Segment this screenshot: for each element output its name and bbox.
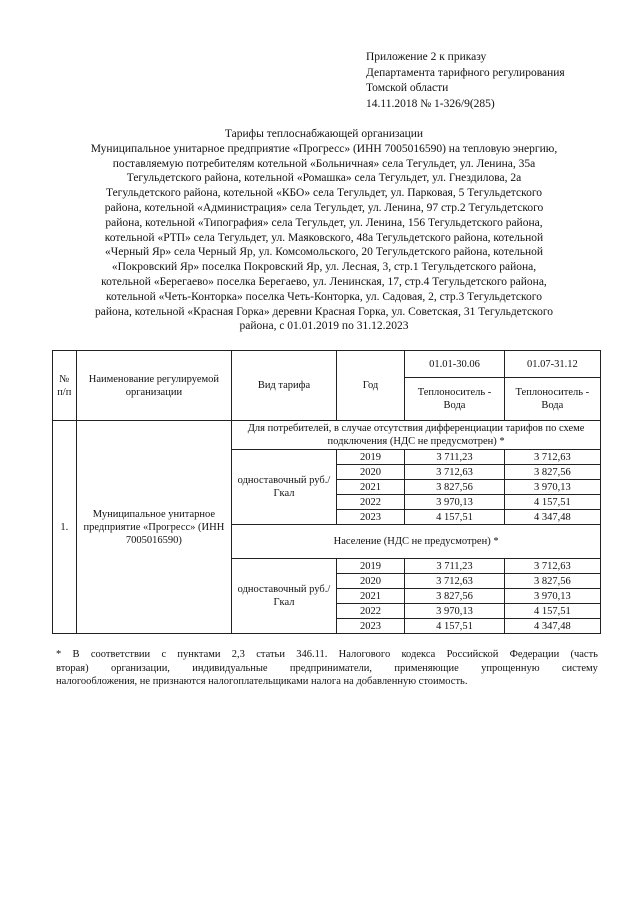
year-cell: 2022 (336, 495, 405, 510)
heading-line: «Черный Яр» села Черный Яр, ул. Комсомольского, 20 Тегульдетского района, котельной (104, 246, 544, 259)
value-cell: 3 827,56 (504, 465, 600, 480)
footnote-line (56, 662, 598, 676)
heading-line: района, котельной «Красная Горка» деревни Красная Горка, ул. Советская, 31 Тегульдетского (95, 305, 553, 318)
heading-line: котельной «Четь-Конторка» поселка Четь-Конторка, ул. Садовая, 2, стр.3 Тегульдетского (106, 290, 542, 303)
footnote (56, 648, 598, 689)
footnote-word: 2,3 (231, 649, 245, 660)
footnote-word: систему (561, 662, 598, 674)
value-cell: 3 711,23 (405, 559, 504, 574)
footnote-word: соответствии (90, 649, 151, 660)
heading-line: района, котельной «Администрация» села Тегульдет, ул. Ленина, 97 стр.2 Тегульдетского (104, 201, 544, 214)
heading-line: поставляемую потребителям котельной «Больничная» села Тегульдет, ул. Ленина, 35а (112, 157, 536, 170)
year-cell: 2019 (336, 450, 405, 465)
value-cell: 3 711,23 (405, 450, 504, 465)
year-cell: 2020 (336, 465, 405, 480)
footnote-word: В (72, 649, 80, 660)
footnote-word: Федерации (509, 649, 560, 660)
value-cell: 4 157,51 (504, 604, 600, 619)
appendix-line: Томской области (366, 82, 449, 94)
footnote-word: кодекса (401, 649, 436, 660)
value-cell: 4 347,48 (504, 619, 600, 634)
year-cell: 2021 (336, 589, 405, 604)
heading-line: района, котельной «Типография» села Тегульдет, ул. Ленина, 156 Тегульдетского района, (105, 216, 543, 229)
value-cell: 3 827,56 (504, 574, 600, 589)
value-cell: 3 712,63 (405, 574, 504, 589)
value-cell: 3 970,13 (504, 480, 600, 495)
heading-line: Тегульдетского района, котельной «Ромашка» села Тегульдет, ул. Гнездилова, 2а (126, 172, 522, 185)
year-cell: 2023 (336, 510, 405, 525)
appendix-block (366, 50, 565, 112)
row-number: 1. (53, 421, 77, 634)
year-cell: 2023 (336, 619, 405, 634)
header-organization: Наименование регулируемой организации (76, 351, 232, 421)
header-number: № п/п (53, 351, 77, 421)
value-cell: 3 712,63 (405, 465, 504, 480)
value-cell: 3 712,63 (504, 450, 600, 465)
header-period-1: 01.01-30.06 (405, 351, 504, 378)
footnote-line: налогообложения, не признаются налогоплательщиками налога на добавленную стоимость. (56, 676, 468, 687)
value-cell: 4 157,51 (405, 510, 504, 525)
footnote-word: организации, (110, 662, 170, 674)
heading-line: района, с 01.01.2019 по 31.12.2023 (239, 320, 409, 333)
footnote-word: (часть (570, 649, 598, 660)
tariff-kind: одноставочный руб./Гкал (232, 450, 336, 525)
table-header-row (53, 351, 601, 378)
header-carrier-1: Теплоноситель - Вода (405, 378, 504, 421)
value-cell: 4 157,51 (405, 619, 504, 634)
footnote-word: 346.11. (296, 649, 328, 660)
value-cell: 4 347,48 (504, 510, 600, 525)
group-title-row (53, 421, 601, 450)
document-heading (50, 127, 598, 334)
value-cell: 3 970,13 (504, 589, 600, 604)
header-year: Год (336, 351, 405, 421)
heading-line: Муниципальное унитарное предприятие «Прогресс» (ИНН 7005016590) на тепловую энергию, (90, 142, 558, 155)
group-title: Население (НДС не предусмотрен) * (232, 525, 601, 559)
footnote-word: статьи (256, 649, 285, 660)
tariff-table (52, 350, 601, 634)
organization-name: Муниципальное унитарное предприятие «Прогресс» (ИНН 7005016590) (76, 421, 232, 634)
heading-line: котельной «Берегаево» поселка Берегаево, ул. Ленинская, 17, стр.4 Тегульдетского района, (101, 275, 547, 288)
group-title: Для потребителей, в случае отсутствия дифференциации тарифов по схеме подключения (НДС не предусмотрен) * (232, 421, 601, 450)
value-cell: 3 970,13 (405, 495, 504, 510)
appendix-line: Приложение 2 к приказу (366, 51, 487, 63)
footnote-word: * (56, 649, 62, 660)
header-carrier-2: Теплоноситель - Вода (504, 378, 600, 421)
value-cell: 3 970,13 (405, 604, 504, 619)
tariff-kind: одноставочный руб./Гкал (232, 559, 336, 634)
heading-title: Тарифы теплоснабжающей организации (224, 128, 424, 140)
header-tariff-kind: Вид тарифа (232, 351, 336, 421)
footnote-word: с (161, 649, 167, 660)
heading-line: котельной «РТП» села Тегульдет, ул. Маяковского, 48а Тегульдетского района, котельной (104, 231, 544, 244)
heading-line: Тегульдетского района, котельной «КБО» села Тегульдет, ул. Парковая, 5 Тегульдетского (105, 187, 543, 200)
value-cell: 3 827,56 (405, 589, 504, 604)
value-cell: 4 157,51 (504, 495, 600, 510)
appendix-order-number: 14.11.2018 № 1-326/9(285) (366, 97, 495, 110)
footnote-line (56, 648, 598, 662)
year-cell: 2019 (336, 559, 405, 574)
heading-line: «Покровский Яр» поселка Покровский Яр, ул. Лесная, 3, стр.1 Тегульдетского района, (111, 261, 537, 274)
year-cell: 2022 (336, 604, 405, 619)
value-cell: 3 712,63 (504, 559, 600, 574)
footnote-word: вторая) (56, 662, 89, 674)
value-cell: 3 827,56 (405, 480, 504, 495)
footnote-word: Налогового (338, 649, 391, 660)
year-cell: 2020 (336, 574, 405, 589)
year-cell: 2021 (336, 480, 405, 495)
footnote-word: предприниматели, (289, 662, 373, 674)
appendix-line: Департамента тарифного регулирования (366, 66, 565, 79)
header-period-2: 01.07-31.12 (504, 351, 600, 378)
footnote-word: индивидуальные (192, 662, 268, 674)
footnote-word: применяющие (394, 662, 459, 674)
footnote-word: Российской (446, 649, 499, 660)
footnote-word: упрощенную (481, 662, 540, 674)
footnote-word: пунктами (177, 649, 221, 660)
